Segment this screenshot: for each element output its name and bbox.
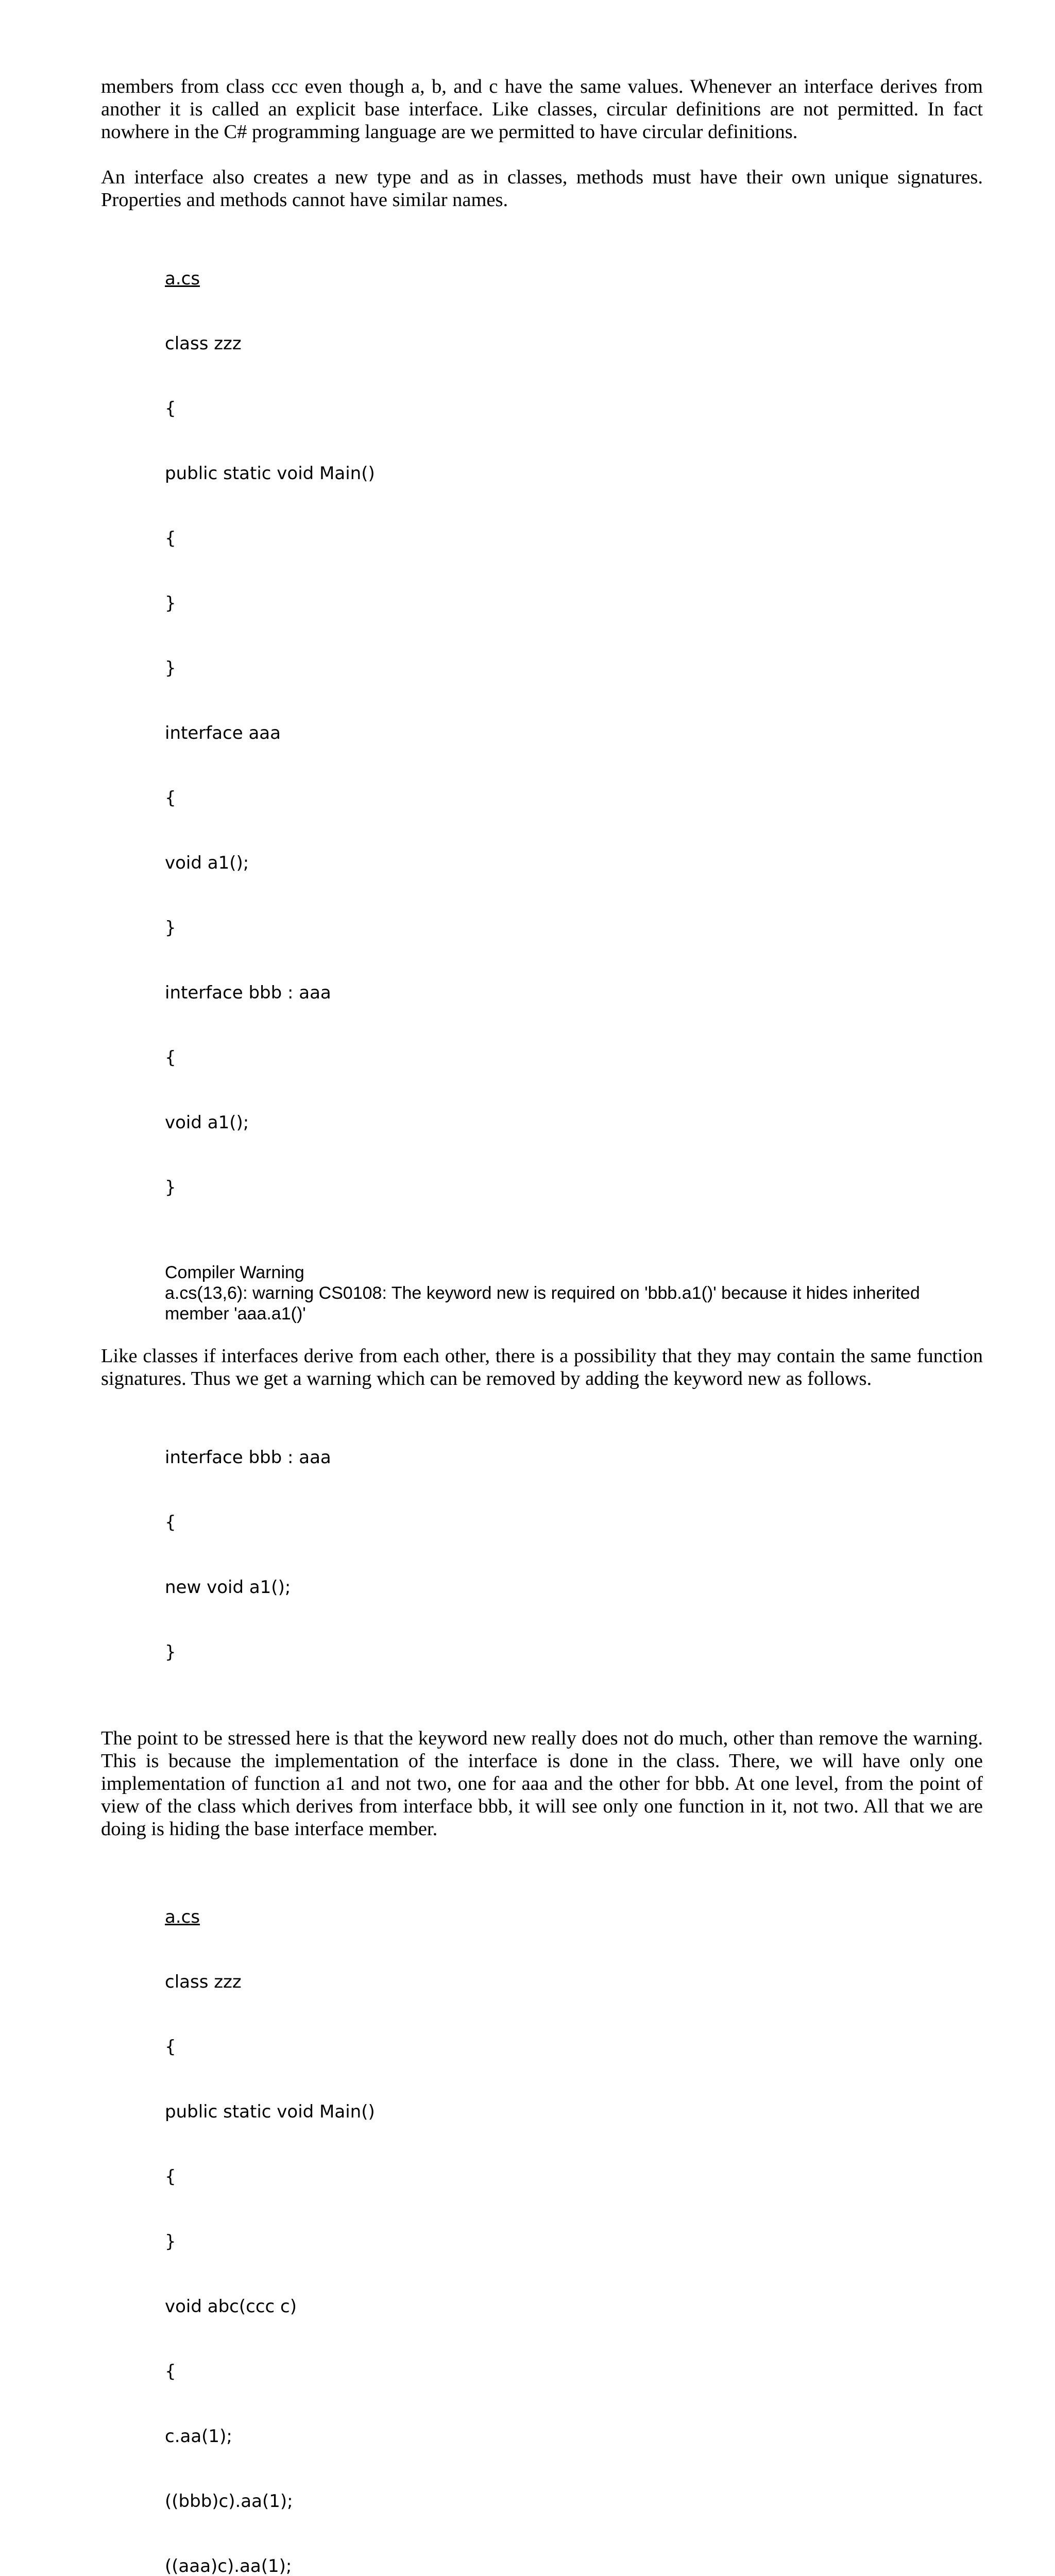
code-line: {	[165, 2166, 176, 2187]
code-filename: a.cs	[165, 1907, 200, 1927]
code-line: new void a1();	[165, 1577, 291, 1598]
code-line: {	[165, 1512, 176, 1533]
code-line: }	[165, 1177, 176, 1198]
code-line: class zzz	[165, 1972, 242, 1992]
paragraph-interface-type: An interface also creates a new type and as in classes, methods must have their own unique signatures. Properties and methods cannot have similar names.	[101, 166, 983, 211]
code-line: c.aa(1);	[165, 2426, 232, 2447]
paragraph-keyword-new: The point to be stressed here is that the keyword new really does not do much, other than remove the warning. This is because the implementation of the interface is done in the class. There, we will have only one implementation of function a1 and not two, one for aaa and the other for bbb. At one level, from the point of view of the class which derives from interface bbb, it will see only one function in it, not two. All that we are doing is hiding the base interface member.	[101, 1727, 983, 1840]
code-line: void a1();	[165, 853, 249, 873]
code-line: }	[165, 2231, 176, 2252]
code-line: void abc(ccc c)	[165, 2296, 297, 2317]
code-line: {	[165, 1047, 176, 1068]
code-line: }	[165, 658, 176, 679]
code-line: {	[165, 788, 176, 808]
code-block-3	[165, 1863, 983, 2576]
code-line: public static void Main()	[165, 2102, 375, 2122]
code-line: }	[165, 918, 176, 938]
code-line: class zzz	[165, 333, 242, 354]
paragraph-function-signatures: Like classes if interfaces derive from each other, there is a possibility that they may contain the same function signatures. Thus we get a warning which can be removed by adding the keyword new as follows.	[101, 1345, 983, 1389]
code-line: interface bbb : aaa	[165, 982, 331, 1003]
compiler-warning	[165, 1262, 983, 1324]
code-line: {	[165, 2037, 176, 2057]
code-block-1	[165, 225, 983, 1242]
code-line: public static void Main()	[165, 463, 375, 484]
code-line: {	[165, 398, 176, 419]
warning-title: Compiler Warning	[165, 1263, 304, 1282]
code-line: }	[165, 593, 176, 614]
warning-line: a.cs(13,6): warning CS0108: The keyword new is required on 'bbb.a1()' because it hides inherited	[165, 1283, 920, 1303]
code-filename: a.cs	[165, 268, 200, 289]
code-block-2	[165, 1403, 983, 1706]
code-line: interface aaa	[165, 723, 281, 743]
code-line: void a1();	[165, 1112, 249, 1133]
code-line: {	[165, 2361, 176, 2382]
document-page	[101, 75, 983, 2576]
code-line: interface bbb : aaa	[165, 1447, 331, 1468]
code-line: {	[165, 528, 176, 549]
warning-line: member 'aaa.a1()'	[165, 1304, 306, 1324]
code-line: }	[165, 1642, 176, 1663]
code-line: ((aaa)c).aa(1);	[165, 2556, 292, 2576]
paragraph-intro: members from class ccc even though a, b, and c have the same values. Whenever an interface derives from another it is called an explicit base interface. Like classes, circular definitions are not permitted. In fact nowhere in the C# programming language are we permitted to have circular definitions.	[101, 76, 983, 143]
code-line: ((bbb)c).aa(1);	[165, 2491, 293, 2512]
